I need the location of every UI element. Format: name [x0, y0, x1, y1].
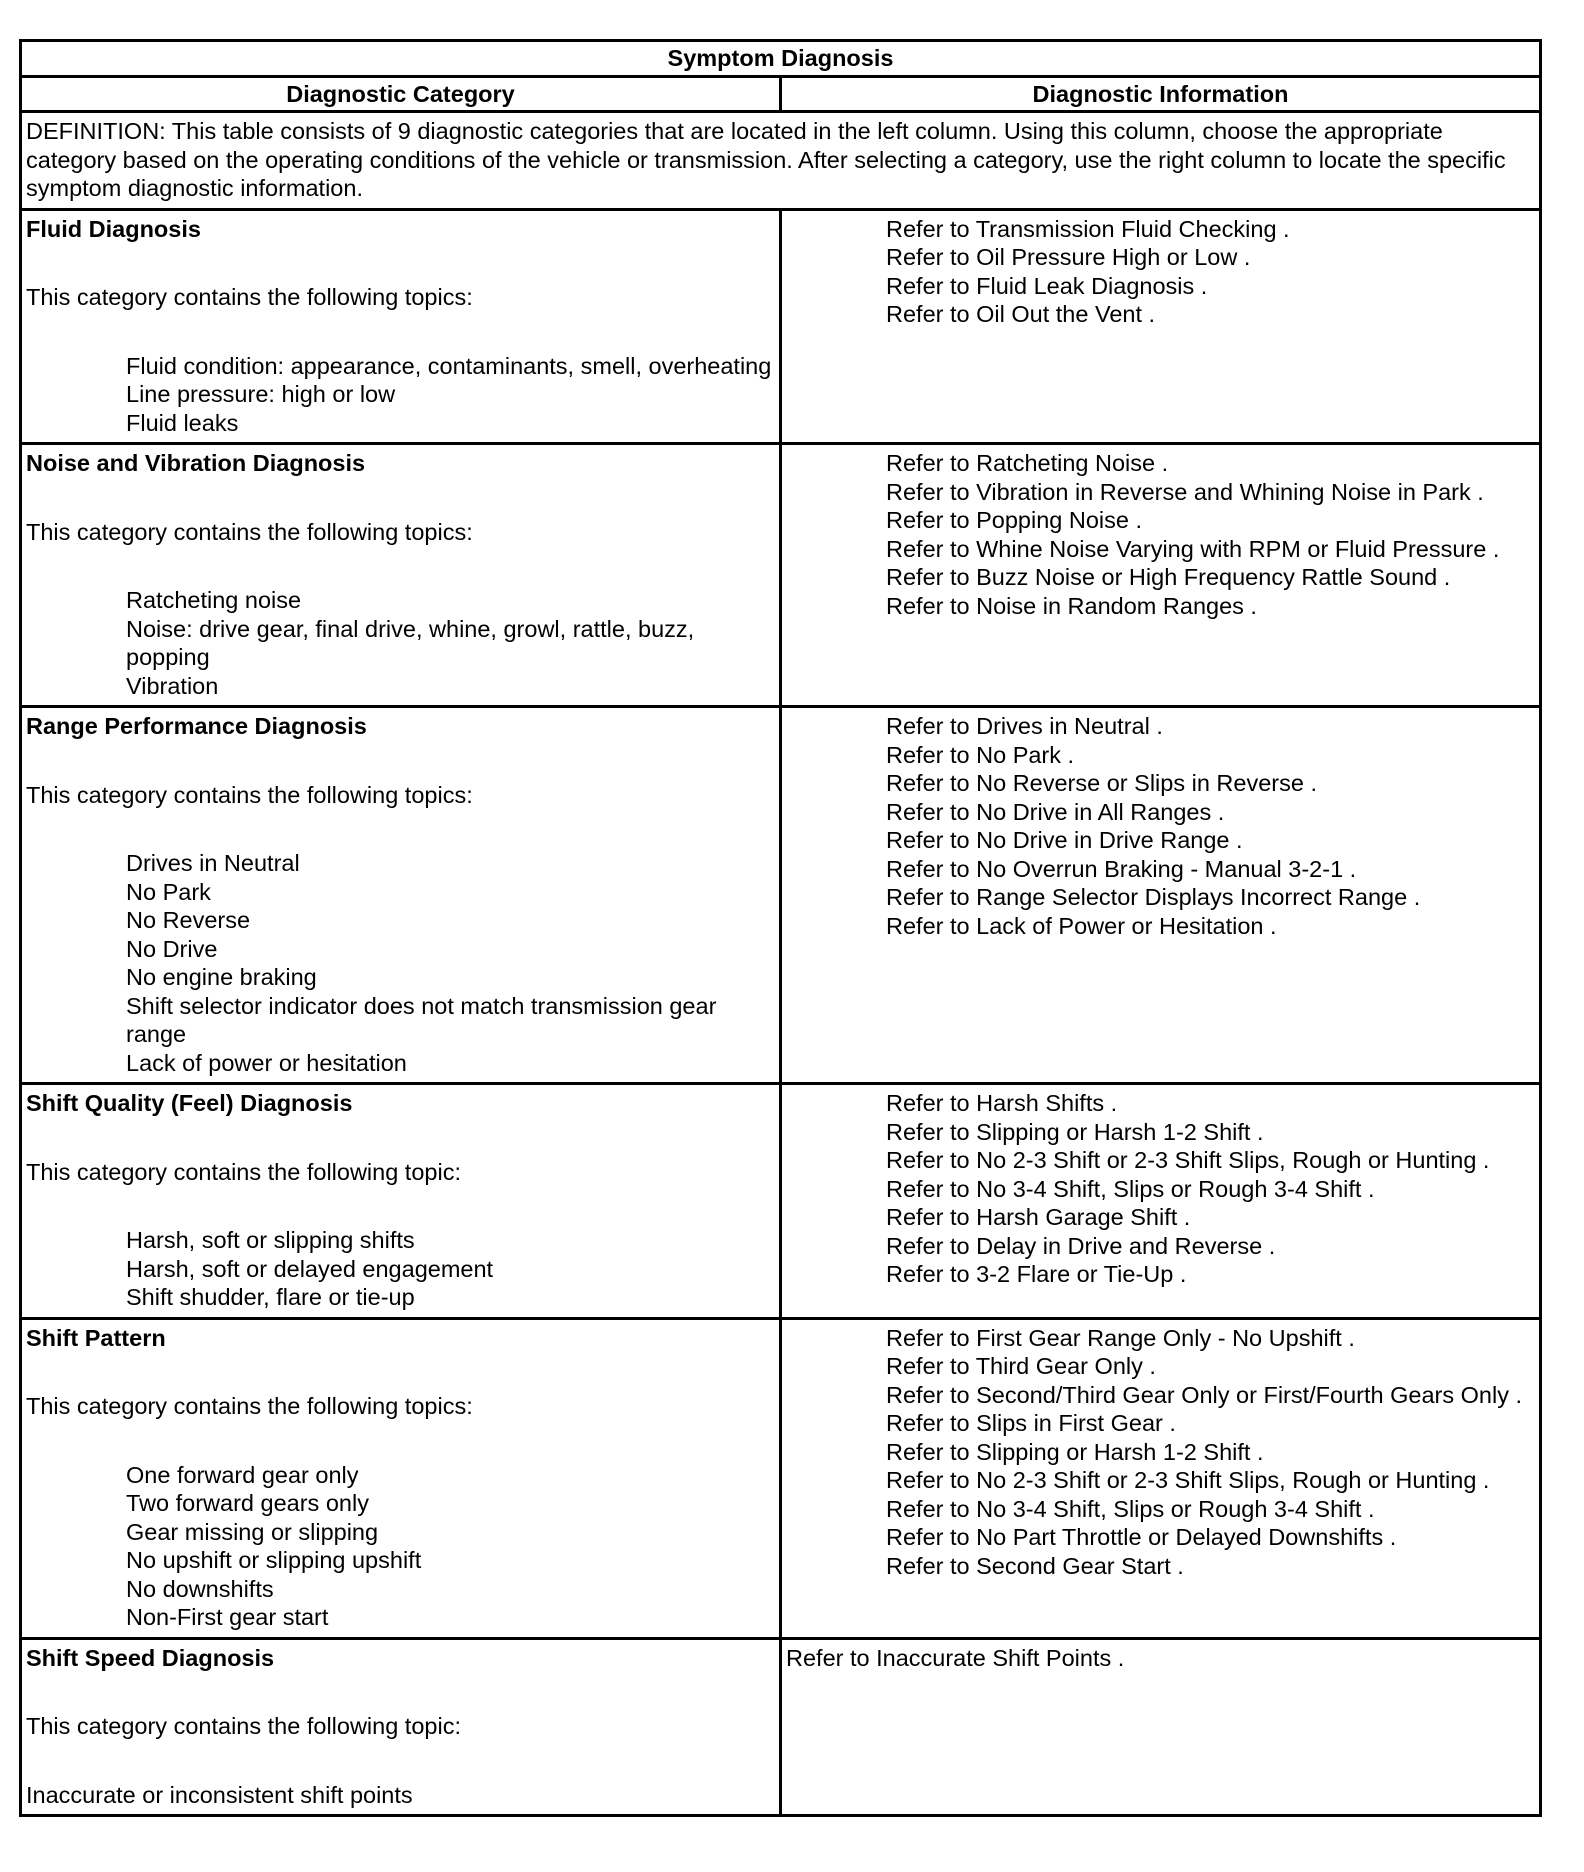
topic-item: No Drive [126, 935, 218, 962]
table-title: Symptom Diagnosis [21, 41, 1541, 77]
reference-link[interactable]: Refer to No 3-4 Shift, Slips or Rough 3-4 Shift . [886, 1495, 1375, 1522]
reference-link[interactable]: Refer to Noise in Random Ranges . [886, 592, 1257, 619]
topic-item: Two forward gears only [126, 1490, 369, 1516]
topic-list [26, 849, 774, 1077]
category-title: Range Performance Diagnosis [26, 713, 367, 739]
topic-item: Non-First gear start [126, 1604, 329, 1630]
category-intro: This category contains the following topics: [26, 518, 473, 545]
reference-list [786, 1089, 1534, 1289]
reference-link[interactable]: Refer to Inaccurate Shift Points . [786, 1644, 1125, 1671]
topic-item: Shift selector indicator does not match transmission gear range [126, 992, 717, 1047]
column-header-category: Diagnostic Category [21, 76, 781, 112]
reference-link[interactable]: Refer to Harsh Shifts . [886, 1090, 1118, 1116]
topic-item: Harsh, soft or delayed engagement [126, 1255, 494, 1282]
table-row [21, 707, 1541, 1084]
table-row [21, 1084, 1541, 1319]
reference-link[interactable]: Refer to Transmission Fluid Checking . [886, 215, 1290, 242]
topic-item: Fluid condition: appearance, contaminants, smell, overheating [126, 352, 772, 379]
reference-list [786, 449, 1534, 620]
reference-link[interactable]: Refer to Slips in First Gear . [886, 1410, 1176, 1436]
topic-item: No downshifts [126, 1575, 274, 1602]
reference-link[interactable]: Refer to Second Gear Start . [886, 1552, 1184, 1579]
reference-link[interactable]: Refer to Ratcheting Noise . [886, 450, 1169, 476]
topic-item: Line pressure: high or low [126, 381, 396, 407]
topic-list [26, 586, 774, 700]
category-cell [21, 1638, 781, 1816]
information-cell [781, 1318, 1541, 1638]
reference-link[interactable]: Refer to Slipping or Harsh 1-2 Shift . [886, 1438, 1264, 1465]
reference-link[interactable]: Refer to Second/Third Gear Only or First/Fourth Gears Only . [886, 1381, 1523, 1408]
reference-link[interactable]: Refer to Drives in Neutral . [886, 713, 1163, 739]
reference-link[interactable]: Refer to Harsh Garage Shift . [886, 1204, 1191, 1230]
reference-link[interactable]: Refer to Third Gear Only . [886, 1353, 1156, 1379]
reference-link[interactable]: Refer to Fluid Leak Diagnosis . [886, 272, 1208, 299]
category-intro: This category contains the following topics: [26, 781, 473, 808]
category-title: Shift Speed Diagnosis [26, 1644, 275, 1671]
topic-item: No Park [126, 878, 211, 905]
category-intro: This category contains the following topics: [26, 284, 473, 310]
information-cell [781, 1084, 1541, 1319]
information-cell [781, 209, 1541, 444]
category-intro: This category contains the following topic: [26, 1713, 461, 1739]
reference-link[interactable]: Refer to Oil Pressure High or Low . [886, 244, 1251, 270]
reference-link[interactable]: Refer to Vibration in Reverse and Whining Noise in Park . [886, 478, 1484, 505]
information-cell [781, 444, 1541, 707]
topic-item: Ratcheting noise [126, 587, 302, 613]
reference-link[interactable]: Refer to No Overrun Braking - Manual 3-2-1 . [886, 855, 1357, 882]
table-row [21, 209, 1541, 444]
topic-list [26, 1461, 774, 1632]
definition-text: DEFINITION: This table consists of 9 diagnostic categories that are located in the left column. Using this column, choose the appropriate category based on the operating conditions of the vehicle or transmission. After selecting a category, use the right column to locate the specific symptom diagnostic information. [21, 112, 1541, 210]
reference-link[interactable]: Refer to No Park . [886, 741, 1075, 768]
reference-link[interactable]: Refer to First Gear Range Only - No Upshift . [886, 1324, 1355, 1351]
topic-item: Fluid leaks [126, 409, 239, 436]
reference-list [786, 215, 1534, 329]
information-cell [781, 1638, 1541, 1816]
table-row [21, 1318, 1541, 1638]
topic-item: Shift shudder, flare or tie-up [126, 1284, 415, 1310]
topic-item: Drives in Neutral [126, 850, 300, 876]
topic-item: Harsh, soft or slipping shifts [126, 1227, 415, 1253]
category-cell [21, 1318, 781, 1638]
category-cell [21, 209, 781, 444]
topic-item: No engine braking [126, 964, 317, 990]
reference-link[interactable]: Refer to No Drive in Drive Range . [886, 827, 1243, 853]
reference-list [786, 712, 1534, 940]
topic-item: No Reverse [126, 907, 251, 933]
reference-list [786, 1324, 1534, 1581]
topic-list [26, 1226, 774, 1312]
reference-list [786, 1644, 1534, 1673]
reference-link[interactable]: Refer to Popping Noise . [886, 507, 1143, 533]
topic-item: Noise: drive gear, final drive, whine, growl, rattle, buzz, popping [126, 615, 695, 670]
reference-link[interactable]: Refer to No 3-4 Shift, Slips or Rough 3-4 Shift . [886, 1175, 1375, 1202]
reference-link[interactable]: Refer to No Drive in All Ranges . [886, 798, 1225, 825]
table-row [21, 1638, 1541, 1816]
category-cell [21, 1084, 781, 1319]
reference-link[interactable]: Refer to Slipping or Harsh 1-2 Shift . [886, 1118, 1264, 1145]
reference-link[interactable]: Refer to No 2-3 Shift or 2-3 Shift Slips, Rough or Hunting . [886, 1467, 1490, 1493]
topic-list [26, 352, 774, 438]
column-header-information: Diagnostic Information [781, 76, 1541, 112]
reference-link[interactable]: Refer to Lack of Power or Hesitation . [886, 912, 1277, 939]
reference-link[interactable]: Refer to Range Selector Displays Incorrect Range . [886, 884, 1421, 910]
category-intro: This category contains the following topic: [26, 1158, 461, 1185]
reference-link[interactable]: Refer to No Reverse or Slips in Reverse . [886, 770, 1317, 796]
table-row [21, 444, 1541, 707]
reference-link[interactable]: Refer to 3-2 Flare or Tie-Up . [886, 1261, 1187, 1287]
information-cell [781, 707, 1541, 1084]
reference-link[interactable]: Refer to No 2-3 Shift or 2-3 Shift Slips, Rough or Hunting . [886, 1147, 1490, 1173]
reference-link[interactable]: Refer to Buzz Noise or High Frequency Rattle Sound . [886, 564, 1451, 590]
topic-item: Vibration [126, 672, 219, 699]
category-cell [21, 707, 781, 1084]
topic-item: Inaccurate or inconsistent shift points [26, 1781, 413, 1808]
topic-item: One forward gear only [126, 1461, 359, 1488]
category-title: Shift Pattern [26, 1324, 166, 1351]
reference-link[interactable]: Refer to No Part Throttle or Delayed Downshifts . [886, 1524, 1397, 1550]
category-title: Noise and Vibration Diagnosis [26, 450, 366, 476]
category-intro: This category contains the following topics: [26, 1393, 473, 1419]
topic-item: Lack of power or hesitation [126, 1049, 407, 1076]
reference-link[interactable]: Refer to Whine Noise Varying with RPM or Fluid Pressure . [886, 535, 1500, 562]
category-title: Fluid Diagnosis [26, 215, 201, 242]
topic-item: Gear missing or slipping [126, 1518, 379, 1545]
topic-item: No upshift or slipping upshift [126, 1547, 422, 1573]
symptom-diagnosis-table [19, 39, 1542, 1817]
reference-link[interactable]: Refer to Oil Out the Vent . [886, 301, 1156, 327]
category-cell [21, 444, 781, 707]
reference-link[interactable]: Refer to Delay in Drive and Reverse . [886, 1232, 1276, 1259]
category-title: Shift Quality (Feel) Diagnosis [26, 1090, 353, 1116]
